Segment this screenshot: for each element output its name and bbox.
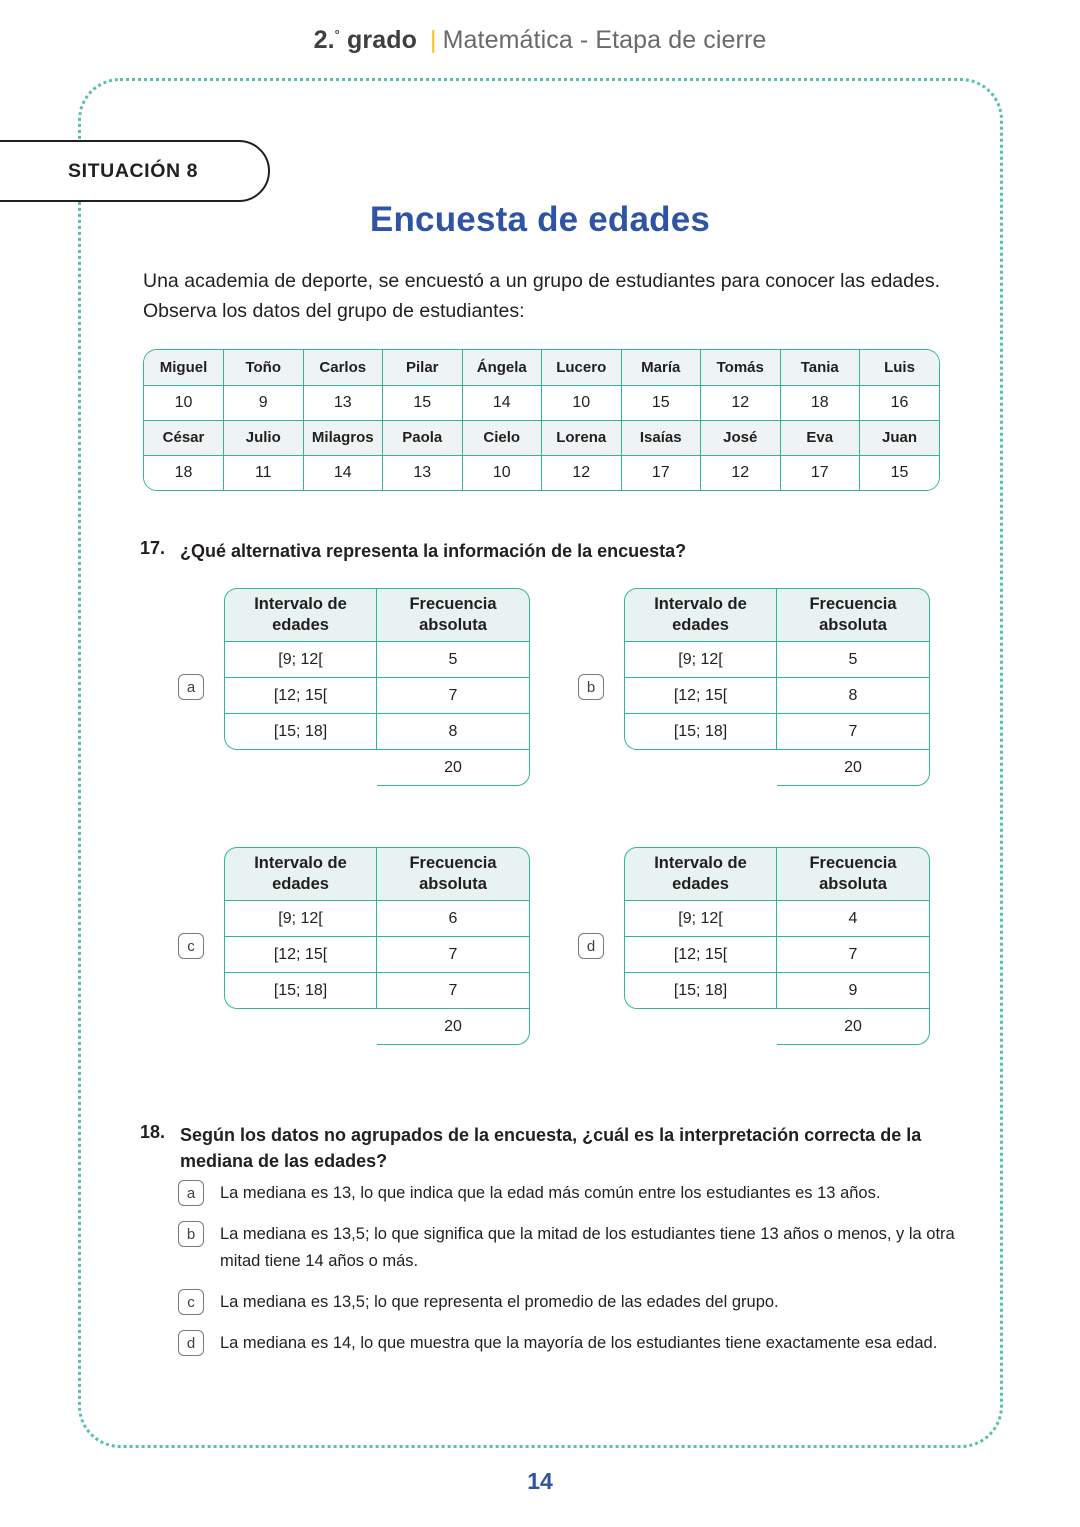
option-c-badge[interactable]: c — [178, 933, 204, 959]
col-header-interval — [224, 847, 377, 901]
frequency-cell: 7 — [377, 973, 530, 1009]
option-c-frequency-table — [224, 847, 530, 1045]
question-18-option-badge[interactable]: b — [178, 1221, 204, 1247]
interval-cell: [12; 15[ — [624, 937, 777, 973]
question-17-number: 17. — [140, 538, 166, 558]
question-18-option[interactable] — [178, 1221, 968, 1275]
student-name-cell: Pilar — [383, 350, 463, 385]
student-name-cell: Isaías — [621, 420, 701, 455]
total-frequency-cell: 20 — [777, 1009, 930, 1045]
student-name-cell: Luis — [860, 350, 940, 385]
total-row-empty-cell — [624, 750, 777, 786]
question-18-option-badge[interactable]: a — [178, 1180, 204, 1206]
question-18-option-text: La mediana es 14, lo que muestra que la mayoría de los estudiantes tiene exactamente esa edad. — [220, 1334, 938, 1352]
frequency-cell: 5 — [377, 642, 530, 678]
total-row-empty-cell — [224, 1009, 377, 1045]
col-header-frequency-line1: Frecuencia — [809, 854, 897, 872]
frequency-table-row — [624, 642, 930, 678]
col-header-frequency — [777, 847, 930, 901]
col-header-interval-line2: edades — [672, 875, 729, 893]
question-18-option[interactable] — [178, 1180, 968, 1207]
option-d-badge[interactable]: d — [578, 933, 604, 959]
student-age-cell: 12 — [701, 385, 781, 420]
interval-cell: [9; 12[ — [624, 642, 777, 678]
student-name-cell: María — [621, 350, 701, 385]
students-data-table — [143, 349, 940, 491]
frequency-total-row — [624, 1009, 930, 1045]
frequency-table-row — [624, 901, 930, 937]
intro-paragraph: Una academia de deporte, se encuestó a un grupo de estudiantes para conocer las edades. Observa los datos del grupo de estudiantes: — [143, 270, 940, 322]
student-name-cell: Carlos — [303, 350, 383, 385]
interval-cell: [15; 18] — [624, 973, 777, 1009]
header-separator: | — [430, 26, 437, 54]
col-header-interval-line2: edades — [272, 616, 329, 634]
frequency-table-row — [224, 678, 530, 714]
student-age-cell: 13 — [383, 455, 463, 490]
option-a-frequency-table — [224, 588, 530, 786]
question-18-option-text: La mediana es 13,5; lo que significa que la mitad de los estudiantes tiene 13 años o menos, y la otra mitad tiene 14 años o más. — [220, 1225, 955, 1270]
col-header-interval-line1: Intervalo de — [654, 595, 747, 613]
col-header-interval — [624, 588, 777, 642]
frequency-table-header-row — [224, 588, 530, 642]
student-age-cell: 17 — [621, 455, 701, 490]
col-header-interval-line2: edades — [272, 875, 329, 893]
frequency-cell: 8 — [377, 714, 530, 750]
header-subject: Matemática - Etapa de cierre — [442, 26, 767, 54]
option-a-block[interactable] — [178, 588, 530, 786]
student-name-cell: César — [144, 420, 224, 455]
student-age-cell: 10 — [542, 385, 622, 420]
col-header-interval-line1: Intervalo de — [654, 854, 747, 872]
interval-cell: [12; 15[ — [224, 937, 377, 973]
col-header-interval-line1: Intervalo de — [254, 854, 347, 872]
student-age-cell: 12 — [701, 455, 781, 490]
option-b-badge[interactable]: b — [578, 674, 604, 700]
option-d-block[interactable] — [578, 847, 930, 1045]
col-header-frequency-line2: absoluta — [419, 875, 487, 893]
student-age-cell: 10 — [144, 385, 224, 420]
frequency-table-row — [224, 714, 530, 750]
student-name-cell: José — [701, 420, 781, 455]
interval-cell: [12; 15[ — [224, 678, 377, 714]
student-ages-row — [144, 385, 939, 420]
student-age-cell: 13 — [303, 385, 383, 420]
option-c-block[interactable] — [178, 847, 530, 1045]
total-row-empty-cell — [624, 1009, 777, 1045]
interval-cell: [15; 18] — [224, 973, 377, 1009]
student-name-cell: Tomás — [701, 350, 781, 385]
frequency-table-row — [624, 678, 930, 714]
student-name-cell: Ángela — [462, 350, 542, 385]
student-age-cell: 17 — [780, 455, 860, 490]
col-header-frequency — [777, 588, 930, 642]
student-age-cell: 15 — [621, 385, 701, 420]
col-header-interval — [624, 847, 777, 901]
option-b-block[interactable] — [578, 588, 930, 786]
frequency-table-row — [224, 973, 530, 1009]
col-header-frequency-line2: absoluta — [819, 616, 887, 634]
student-name-cell: Eva — [780, 420, 860, 455]
frequency-cell: 5 — [777, 642, 930, 678]
total-frequency-cell: 20 — [777, 750, 930, 786]
frequency-table-row — [624, 937, 930, 973]
student-age-cell: 18 — [144, 455, 224, 490]
frequency-cell: 7 — [377, 678, 530, 714]
interval-cell: [12; 15[ — [624, 678, 777, 714]
student-name-cell: Juan — [860, 420, 940, 455]
interval-cell: [9; 12[ — [624, 901, 777, 937]
question-18-option-badge[interactable]: c — [178, 1289, 204, 1315]
interval-cell: [15; 18] — [624, 714, 777, 750]
option-a-badge[interactable]: a — [178, 674, 204, 700]
page-title: Encuesta de edades — [369, 200, 711, 239]
question-18-option-badge[interactable]: d — [178, 1330, 204, 1356]
frequency-total-row — [224, 750, 530, 786]
col-header-frequency-line1: Frecuencia — [409, 595, 497, 613]
question-18-option-text: La mediana es 13, lo que indica que la edad más común entre los estudiantes es 13 años. — [220, 1184, 881, 1202]
question-18-option-text: La mediana es 13,5; lo que representa el promedio de las edades del grupo. — [220, 1293, 779, 1311]
student-age-cell: 14 — [462, 385, 542, 420]
frequency-table-row — [224, 937, 530, 973]
student-name-cell: Tania — [780, 350, 860, 385]
frequency-total-row — [624, 750, 930, 786]
situation-label: SITUACIÓN 8 — [68, 159, 199, 182]
option-b-frequency-table — [624, 588, 930, 786]
student-age-cell: 14 — [303, 455, 383, 490]
student-name-cell: Julio — [224, 420, 304, 455]
grade-number: 2. — [313, 26, 335, 54]
page-header — [0, 26, 1080, 55]
situation-tab — [0, 140, 270, 202]
student-name-cell: Lucero — [542, 350, 622, 385]
question-17-text: ¿Qué alternativa representa la información de la encuesta? — [180, 541, 687, 561]
student-name-cell: Lorena — [542, 420, 622, 455]
col-header-interval — [224, 588, 377, 642]
frequency-table-row — [624, 714, 930, 750]
total-frequency-cell: 20 — [377, 1009, 530, 1045]
student-age-cell: 18 — [780, 385, 860, 420]
frequency-cell: 7 — [777, 714, 930, 750]
student-age-cell: 15 — [860, 455, 940, 490]
student-age-cell: 15 — [383, 385, 463, 420]
question-18-text: Según los datos no agrupados de la encuesta, ¿cuál es la interpretación correcta de la mediana de las edades? — [180, 1125, 922, 1171]
student-names-row — [144, 350, 939, 385]
student-age-cell: 10 — [462, 455, 542, 490]
student-ages-row — [144, 455, 939, 490]
col-header-interval-line1: Intervalo de — [254, 595, 347, 613]
frequency-table-row — [624, 973, 930, 1009]
student-name-cell: Paola — [383, 420, 463, 455]
frequency-cell: 7 — [377, 937, 530, 973]
question-18-number: 18. — [140, 1122, 166, 1142]
frequency-table-header-row — [224, 847, 530, 901]
question-18-option[interactable] — [178, 1289, 968, 1316]
student-age-cell: 11 — [224, 455, 304, 490]
interval-cell: [9; 12[ — [224, 901, 377, 937]
col-header-interval-line2: edades — [672, 616, 729, 634]
student-name-cell: Toño — [224, 350, 304, 385]
frequency-table-row — [224, 901, 530, 937]
frequency-cell: 8 — [777, 678, 930, 714]
col-header-frequency-line2: absoluta — [419, 616, 487, 634]
col-header-frequency — [377, 588, 530, 642]
interval-cell: [9; 12[ — [224, 642, 377, 678]
student-name-cell: Milagros — [303, 420, 383, 455]
frequency-cell: 7 — [777, 937, 930, 973]
student-names-row — [144, 420, 939, 455]
frequency-table-header-row — [624, 847, 930, 901]
ordinal-mark: ° — [334, 27, 340, 42]
student-age-cell: 12 — [542, 455, 622, 490]
col-header-frequency-line2: absoluta — [819, 875, 887, 893]
interval-cell: [15; 18] — [224, 714, 377, 750]
question-18 — [140, 1122, 952, 1174]
student-age-cell: 16 — [860, 385, 940, 420]
frequency-cell: 9 — [777, 973, 930, 1009]
total-frequency-cell: 20 — [377, 750, 530, 786]
frequency-table-row — [224, 642, 530, 678]
col-header-frequency-line1: Frecuencia — [809, 595, 897, 613]
option-d-frequency-table — [624, 847, 930, 1045]
question-17 — [140, 538, 940, 564]
question-18-options — [178, 1180, 968, 1371]
frequency-cell: 4 — [777, 901, 930, 937]
frequency-table-header-row — [624, 588, 930, 642]
total-row-empty-cell — [224, 750, 377, 786]
student-name-cell: Miguel — [144, 350, 224, 385]
col-header-frequency — [377, 847, 530, 901]
page-number: 14 — [527, 1468, 553, 1494]
frequency-total-row — [224, 1009, 530, 1045]
student-name-cell: Cielo — [462, 420, 542, 455]
frequency-cell: 6 — [377, 901, 530, 937]
student-age-cell: 9 — [224, 385, 304, 420]
question-18-option[interactable] — [178, 1330, 968, 1357]
grade-word: grado — [347, 26, 417, 54]
col-header-frequency-line1: Frecuencia — [409, 854, 497, 872]
